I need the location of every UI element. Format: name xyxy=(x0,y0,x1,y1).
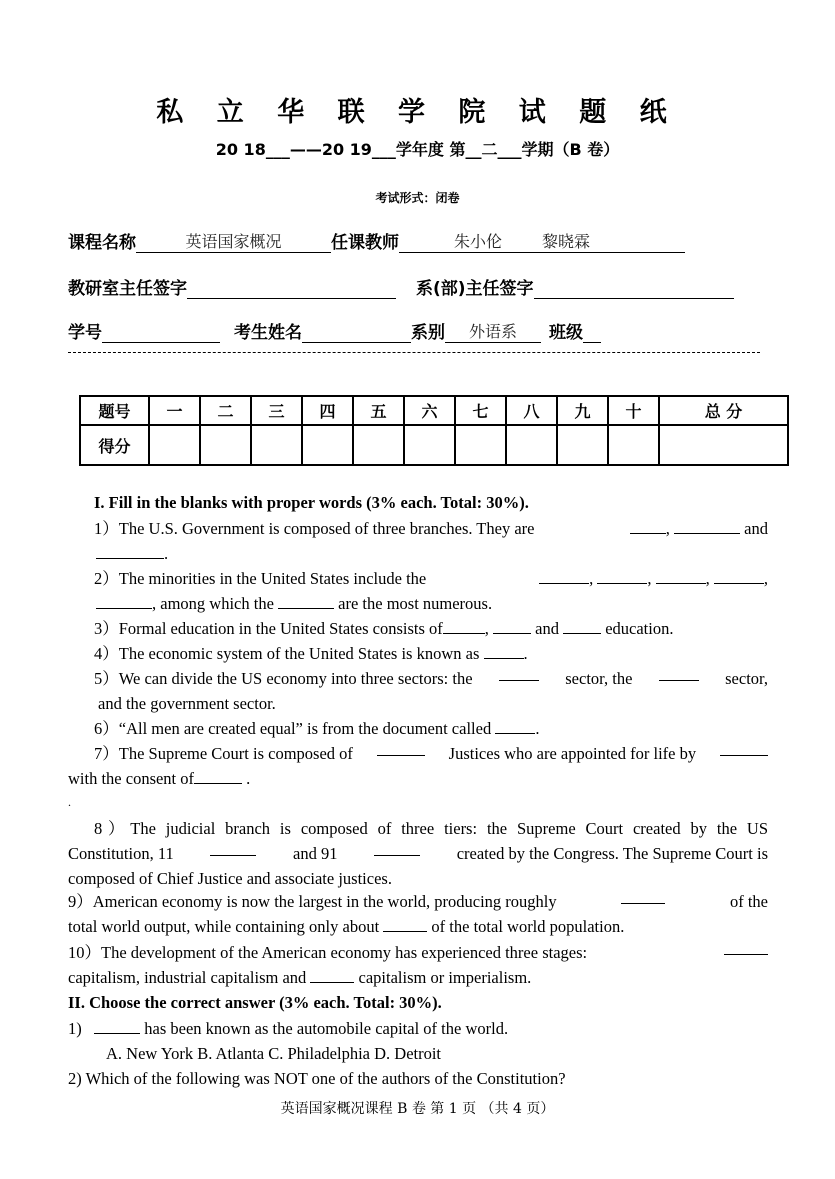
course-value: 英语国家概况 xyxy=(136,232,331,253)
blank xyxy=(210,841,256,856)
blank xyxy=(674,519,740,534)
question-1-and: and xyxy=(744,519,768,538)
student-info-line xyxy=(68,318,601,343)
score-header-cell: 九 xyxy=(557,396,608,425)
choice-question-1-options: A. New York B. Atlanta C. Philadelphia D. Detroit xyxy=(106,1044,442,1063)
course-info-line xyxy=(68,228,685,253)
question-3-text: 3）Formal education in the United States consists of xyxy=(94,619,443,638)
blank xyxy=(499,666,539,681)
blank xyxy=(278,594,334,609)
question-7-text-c: with the consent of xyxy=(68,769,195,788)
blank xyxy=(96,594,152,609)
course-label: 课程名称 xyxy=(68,233,136,253)
score-cell xyxy=(506,425,557,465)
question-10-line2 xyxy=(68,965,531,990)
section1-heading: I. Fill in the blanks with proper words (3% each. Total: 30%). xyxy=(94,493,529,512)
choice-question-1 xyxy=(68,1016,508,1041)
dept-head-label: 系(部)主任签字 xyxy=(416,279,534,299)
question-10-text-c: capitalism or imperialism. xyxy=(358,968,532,987)
question-2-cont xyxy=(96,591,492,616)
question-3-text-c: education. xyxy=(605,619,674,638)
blank xyxy=(563,619,601,634)
choice-question-2: 2) Which of the following was NOT one of the authors of the Constitution? xyxy=(68,1069,566,1088)
teacher-name-2: 黎晓霖 xyxy=(542,232,591,251)
score-cell xyxy=(455,425,506,465)
question-5-cont: and the government sector. xyxy=(98,694,276,713)
score-header-cell: 五 xyxy=(353,396,404,425)
class-label: 班级 xyxy=(549,323,583,343)
blank xyxy=(724,940,768,955)
question-9-text: 9）American economy is now the largest in the world, producing roughly xyxy=(68,892,557,911)
question-10-text-b: capitalism, industrial capitalism and xyxy=(68,968,307,987)
office-head-label: 教研室主任签字 xyxy=(68,279,187,299)
question-10-text: 10）The development of the American economy has experienced three stages: xyxy=(68,943,588,962)
question-9 xyxy=(68,889,768,914)
question-8-text: 8）The judicial branch is composed of three tiers: the Supreme Court created by the US xyxy=(94,819,768,838)
blank xyxy=(377,741,425,756)
question-8-line2 xyxy=(68,841,768,866)
question-5 xyxy=(94,666,768,691)
class-field xyxy=(583,322,601,343)
question-6-text: 6）“All men are created equal” is from the document called xyxy=(94,719,492,738)
score-cell xyxy=(251,425,302,465)
score-cell xyxy=(353,425,404,465)
blank xyxy=(194,769,242,784)
signature-line xyxy=(68,274,734,299)
question-7 xyxy=(94,741,768,766)
question-7-text-b: Justices who are appointed for life by xyxy=(448,744,697,763)
question-5-text: 5）We can divide the US economy into three sectors: the xyxy=(94,669,473,688)
score-header-cell: 十 xyxy=(608,396,659,425)
question-9-text-c: total world output, while containing only about xyxy=(68,917,380,936)
choice-question-1-text: has been known as the automobile capital of the world. xyxy=(144,1019,509,1038)
question-9-text-d: of the total world population. xyxy=(431,917,625,936)
academic-year-line: 20 18___——20 19___学年度 第__二___学期（B 卷） xyxy=(215,140,620,159)
teacher-value xyxy=(399,232,685,253)
choice-question-1-number: 1) xyxy=(68,1019,82,1038)
score-cell xyxy=(302,425,353,465)
blank xyxy=(539,569,589,584)
blank xyxy=(443,619,485,634)
student-name-field xyxy=(302,322,411,343)
question-2-text-b: , among which the xyxy=(152,594,274,613)
score-header-cell: 四 xyxy=(302,396,353,425)
stray-dot: . xyxy=(68,795,71,809)
question-9-line2 xyxy=(68,914,624,939)
blank xyxy=(597,569,647,584)
office-head-signature xyxy=(187,278,396,299)
teacher-name-1: 朱小伦 xyxy=(454,232,503,251)
blank xyxy=(714,569,764,584)
question-2-text: 2）The minorities in the United States include the xyxy=(94,569,427,588)
blank xyxy=(374,841,420,856)
question-8-text-b3: created by the Congress. The Supreme Court is xyxy=(456,844,768,863)
student-no-field xyxy=(102,322,220,343)
score-cell xyxy=(659,425,788,465)
question-10 xyxy=(68,940,768,965)
blank xyxy=(630,519,666,534)
question-5-text-b: sector, the xyxy=(565,669,633,688)
blank xyxy=(659,666,699,681)
question-1-text: 1）The U.S. Government is composed of three branches. They are xyxy=(94,519,535,538)
blank xyxy=(383,917,427,932)
question-8-text-b2: and 91 xyxy=(293,844,338,863)
section2-heading: II. Choose the correct answer (3% each. Total: 30%). xyxy=(68,993,442,1012)
score-cell xyxy=(557,425,608,465)
question-3: 3）Formal education in the United States consists of , and education. xyxy=(94,619,674,638)
page-footer: 英语国家概况课程 B 卷 第 1 页 （共 4 页） xyxy=(280,1101,555,1117)
score-header-cell: 六 xyxy=(404,396,455,425)
score-header-cell: 二 xyxy=(200,396,251,425)
question-7-text: 7）The Supreme Court is composed of xyxy=(94,744,353,763)
score-cell xyxy=(608,425,659,465)
score-header-cell: 三 xyxy=(251,396,302,425)
blank xyxy=(94,1019,140,1034)
blank xyxy=(96,544,164,559)
question-2: 2）The minorities in the United States include the , , , , xyxy=(94,566,768,591)
score-table-header-row xyxy=(80,396,788,425)
question-4-text: 4）The economic system of the United States is known as xyxy=(94,644,480,663)
question-2-text-c: are the most numerous. xyxy=(338,594,493,613)
score-table xyxy=(79,395,789,466)
score-cell xyxy=(149,425,200,465)
question-7-cont: with the consent of . xyxy=(68,769,251,788)
question-9-text-b: of the xyxy=(729,892,768,911)
question-1: 1）The U.S. Government is composed of three branches. They are , and xyxy=(94,516,768,541)
dept-head-signature xyxy=(534,278,734,299)
dept-label: 系别 xyxy=(411,323,445,343)
score-header-cell: 总 分 xyxy=(659,396,788,425)
blank xyxy=(621,889,665,904)
question-1-cont: . xyxy=(96,541,168,566)
score-header-cell: 七 xyxy=(455,396,506,425)
question-3-and: and xyxy=(535,619,559,638)
cut-line xyxy=(68,352,760,353)
question-8-line3: composed of Chief Justice and associate justices. xyxy=(68,869,392,888)
question-6: 6）“All men are created equal” is from the document called . xyxy=(94,719,540,738)
score-header-cell: 一 xyxy=(149,396,200,425)
exam-title: 私 立 华 联 学 院 试 题 纸 xyxy=(156,97,679,128)
student-no-label: 学号 xyxy=(68,323,102,343)
score-header-cell: 八 xyxy=(506,396,557,425)
question-8 xyxy=(94,816,768,841)
score-header-cell: 题号 xyxy=(80,396,149,425)
blank xyxy=(495,719,535,734)
blank xyxy=(310,968,354,983)
score-row-label: 得分 xyxy=(80,425,149,465)
teacher-label: 任课教师 xyxy=(331,233,399,253)
question-4: 4）The economic system of the United States is known as . xyxy=(94,644,528,663)
dept-value: 外语系 xyxy=(445,322,541,343)
blank xyxy=(656,569,706,584)
question-5-text-c: sector, xyxy=(725,669,768,688)
score-cell xyxy=(404,425,455,465)
student-name-label: 考生姓名 xyxy=(234,323,302,343)
blank xyxy=(493,619,531,634)
exam-form: 考试形式：闭卷 xyxy=(375,191,460,205)
question-8-text-b1: Constitution, 11 xyxy=(68,844,174,863)
blank xyxy=(720,741,768,756)
score-cell xyxy=(200,425,251,465)
blank xyxy=(484,644,524,659)
score-table-score-row xyxy=(80,425,788,465)
